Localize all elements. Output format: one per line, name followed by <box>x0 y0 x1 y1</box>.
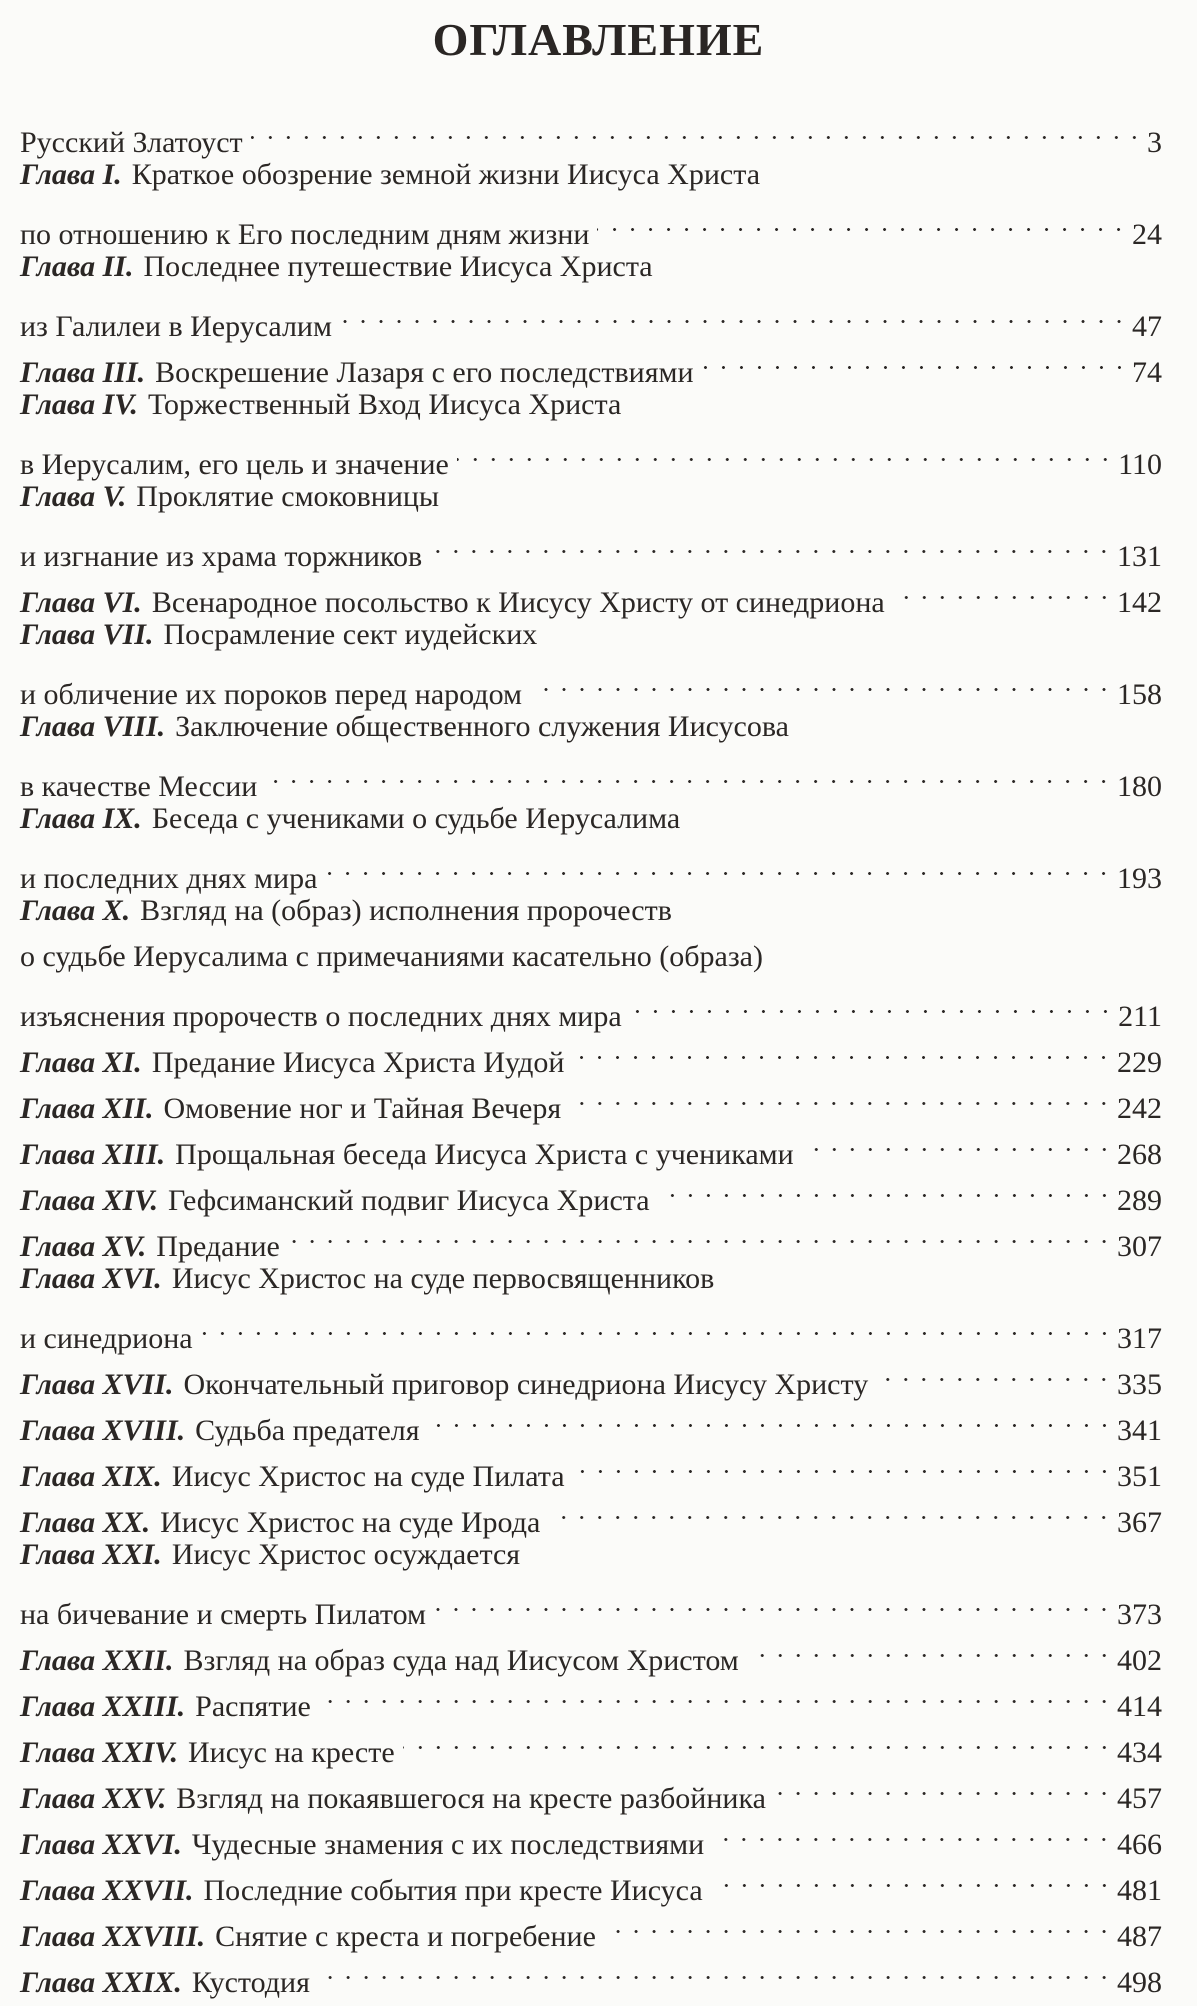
toc-entry[interactable] <box>20 244 1162 343</box>
toc-line <box>20 1256 1162 1302</box>
chapter-label: Глава XVIII. <box>20 1414 186 1447</box>
entry-title-text: Всенародное посольство к Иисусу Христу от синедриона <box>151 586 885 619</box>
dot-leader <box>251 106 1143 152</box>
chapter-label: Глава II. <box>20 250 134 283</box>
table-of-contents <box>20 106 1162 1999</box>
entry-title-text: изъяснения пророчеств о последних днях мира <box>20 1000 622 1033</box>
entry-title-text: Беседа с учениками о судьбе Иерусалима <box>151 802 681 835</box>
entry-title-text: Проклятие смоковницы <box>136 480 440 513</box>
chapter-label: Глава VI. <box>20 586 142 619</box>
chapter-label: Глава V. <box>20 480 127 513</box>
page-number: 268 <box>1117 1138 1162 1171</box>
dot-leader <box>530 658 1113 704</box>
page-number: 74 <box>1132 356 1162 389</box>
page-number: 341 <box>1117 1414 1162 1447</box>
dot-leader <box>265 750 1113 796</box>
page-number: 367 <box>1117 1506 1162 1539</box>
entry-title-text: Кустодия <box>191 1966 310 1999</box>
entry-title-text: Иисус Христос на суде первосвященников <box>171 1262 715 1295</box>
toc-line <box>20 106 1162 159</box>
dot-leader <box>572 1026 1113 1072</box>
dot-leader <box>201 1302 1113 1348</box>
chapter-label: Глава XXIX. <box>20 1966 182 1999</box>
toc-line <box>20 428 1162 481</box>
entry-title-text: Иисус на кресте <box>187 1736 395 1769</box>
toc-line <box>20 980 1162 1033</box>
dot-leader <box>434 1578 1113 1624</box>
chapter-label: Глава XVI. <box>20 1262 162 1295</box>
dot-leader <box>893 566 1113 612</box>
entry-title-text: Предание <box>156 1230 280 1263</box>
toc-entry[interactable] <box>20 1532 1162 1631</box>
dot-leader <box>802 1118 1113 1164</box>
toc-line <box>20 934 1162 980</box>
dot-leader <box>573 1440 1113 1486</box>
toc-line <box>20 1440 1162 1493</box>
page-number: 481 <box>1117 1874 1162 1907</box>
dot-leader <box>548 1486 1113 1532</box>
page-number: 487 <box>1117 1920 1162 1953</box>
toc-entry[interactable] <box>20 106 1162 159</box>
toc-entry[interactable] <box>20 474 1162 573</box>
toc-line <box>20 474 1162 520</box>
page-number: 317 <box>1117 1322 1162 1355</box>
entry-title-text: Чудесные знамения с их последствиями <box>191 1828 705 1861</box>
entry-title-text: Прощальная беседа Иисуса Христа с учениками <box>175 1138 794 1171</box>
chapter-label: Глава XXIV. <box>20 1736 178 1769</box>
chapter-label: Глава XXVI. <box>20 1828 182 1861</box>
entry-title-text: Воскрешение Лазаря с его последствиями <box>155 356 694 389</box>
dot-leader <box>428 1394 1113 1440</box>
page-number: 229 <box>1117 1046 1162 1079</box>
entry-title-text: и обличение их пороков перед народом <box>20 678 522 711</box>
page-number: 457 <box>1117 1782 1162 1815</box>
toc-line <box>20 152 1162 198</box>
toc-line <box>20 290 1162 343</box>
page-number: 402 <box>1117 1644 1162 1677</box>
toc-line <box>20 1532 1162 1578</box>
chapter-label: Глава IV. <box>20 388 138 421</box>
entry-title-text: из Галилеи в Иерусалим <box>20 310 332 343</box>
dot-leader <box>569 1072 1113 1118</box>
chapter-label: Глава VII. <box>20 618 154 651</box>
chapter-label: Глава XV. <box>20 1230 147 1263</box>
entry-title-text: Гефсиманский подвиг Иисуса Христа <box>167 1184 650 1217</box>
entry-title-text: в качестве Мессии <box>20 770 258 803</box>
chapter-label: Глава XXII. <box>20 1644 174 1677</box>
entry-title-text: Посрамление сект иудейских <box>163 618 538 651</box>
toc-line <box>20 888 1162 934</box>
dot-leader <box>711 1854 1113 1900</box>
page-number: 211 <box>1118 1000 1162 1033</box>
entry-title-text: Снятие с креста и погребение <box>215 1920 596 1953</box>
entry-title-text: Взгляд на (образ) исполнения пророчеств <box>140 894 672 927</box>
entry-title-text: Торжественный Вход Иисуса Христа <box>147 388 622 421</box>
entry-title-text: Взгляд на покаявшегося на кресте разбойника <box>176 1782 766 1815</box>
page-number: 414 <box>1117 1690 1162 1723</box>
page-number: 335 <box>1117 1368 1162 1401</box>
toc-line <box>20 1578 1162 1631</box>
page-number: 142 <box>1117 586 1162 619</box>
toc-line <box>20 750 1162 803</box>
toc-line <box>20 1302 1162 1355</box>
chapter-label: Глава XX. <box>20 1506 151 1539</box>
entry-title-text: Окончательный приговор синедриона Иисусу Христу <box>183 1368 869 1401</box>
toc-entry[interactable] <box>20 152 1162 251</box>
dot-leader <box>340 290 1128 336</box>
entry-title-text: Омовение ног и Тайная Вечеря <box>163 1092 562 1125</box>
chapter-label: Глава XXI. <box>20 1538 162 1571</box>
chapter-label: Глава XIV. <box>20 1184 158 1217</box>
chapter-label: Глава XIX. <box>20 1460 162 1493</box>
dot-leader <box>288 1210 1113 1256</box>
entry-title-text: Краткое обозрение земной жизни Иисуса Христа <box>131 158 761 191</box>
chapter-label: Глава III. <box>20 356 146 389</box>
toc-entry[interactable] <box>20 796 1162 895</box>
page-title: ОГЛАВЛЕНИЕ <box>432 14 765 65</box>
page-number: 307 <box>1117 1230 1162 1263</box>
toc-entry[interactable] <box>20 1716 1162 1769</box>
entry-title-text: Судьба предателя <box>195 1414 420 1447</box>
chapter-label: Глава XVII. <box>20 1368 174 1401</box>
page-number: 434 <box>1117 1736 1162 1769</box>
toc-line <box>20 842 1162 895</box>
chapter-label: Глава VIII. <box>20 710 166 743</box>
entry-title-text: и изгнание из храма торжников <box>20 540 423 573</box>
dot-leader <box>630 980 1114 1026</box>
page-number: 158 <box>1117 678 1162 711</box>
chapter-label: Глава XIII. <box>20 1138 166 1171</box>
toc-entry[interactable] <box>20 382 1162 481</box>
chapter-label: Глава XII. <box>20 1092 154 1125</box>
dot-leader <box>702 336 1128 382</box>
dot-leader <box>876 1348 1113 1394</box>
entry-title-text: и последних днях мира <box>20 862 318 895</box>
dot-leader <box>319 1670 1113 1716</box>
dot-leader <box>403 1716 1113 1762</box>
page-number: 131 <box>1117 540 1162 573</box>
toc-line <box>20 244 1162 290</box>
chapter-label: Глава IX. <box>20 802 142 835</box>
toc-entry[interactable] <box>20 888 1162 1033</box>
entry-title-text: в Иерусалим, его цель и значение <box>20 448 449 481</box>
page-number: 466 <box>1117 1828 1162 1861</box>
dot-leader <box>597 198 1128 244</box>
dot-leader <box>747 1624 1113 1670</box>
page-number: 351 <box>1117 1460 1162 1493</box>
entry-title-text: Заключение общественного служения Иисусова <box>175 710 789 743</box>
toc-entry[interactable] <box>20 704 1162 803</box>
entry-title-text: Иисус Христос на суде Ирода <box>160 1506 541 1539</box>
toc-line <box>20 198 1162 251</box>
toc-line <box>20 796 1162 842</box>
entry-title-text: Иисус Христос на суде Пилата <box>171 1460 565 1493</box>
dot-leader <box>457 428 1114 474</box>
page-number: 289 <box>1117 1184 1162 1217</box>
chapter-label: Глава XXVII. <box>20 1874 194 1907</box>
toc-line <box>20 658 1162 711</box>
entry-title-text: и синедриона <box>20 1322 193 1355</box>
chapter-label: Глава XI. <box>20 1046 142 1079</box>
page-number: 180 <box>1117 770 1162 803</box>
toc-line <box>20 704 1162 750</box>
dot-leader <box>604 1900 1113 1946</box>
dot-leader <box>658 1164 1113 1210</box>
entry-title-text: Русский Златоуст <box>20 126 243 159</box>
page-number: 193 <box>1117 862 1162 895</box>
entry-title-text: Взгляд на образ суда над Иисусом Христом <box>183 1644 739 1677</box>
chapter-label: Глава XXVIII. <box>20 1920 206 1953</box>
page-number: 24 <box>1132 218 1162 251</box>
entry-title-text: Иисус Христос осуждается <box>171 1538 521 1571</box>
entry-title-text: по отношению к Его последним дням жизни <box>20 218 590 251</box>
page-number: 110 <box>1118 448 1162 481</box>
chapter-label: Глава X. <box>20 894 131 927</box>
page-number: 373 <box>1117 1598 1162 1631</box>
chapter-label: Глава XXIII. <box>20 1690 186 1723</box>
entry-title-text: Последнее путешествие Иисуса Христа <box>143 250 653 283</box>
page-number: 47 <box>1132 310 1162 343</box>
chapter-label: Глава I. <box>20 158 122 191</box>
toc-line <box>20 1716 1162 1769</box>
chapter-label: Глава XXV. <box>20 1782 167 1815</box>
page-number: 242 <box>1117 1092 1162 1125</box>
entry-title-text: о судьбе Иерусалима с примечаниями касательно (образа) <box>20 940 763 973</box>
dot-leader <box>430 520 1113 566</box>
entry-title-text: Распятие <box>195 1690 311 1723</box>
toc-entry[interactable] <box>20 1440 1162 1493</box>
dot-leader <box>325 842 1113 888</box>
page-number: 498 <box>1117 1966 1162 1999</box>
entry-title-text: на бичевание и смерть Пилатом <box>20 1598 427 1631</box>
toc-line <box>20 520 1162 573</box>
entry-title-text: Последние события при кресте Иисуса <box>203 1874 703 1907</box>
dot-leader <box>318 1946 1113 1992</box>
toc-line <box>20 382 1162 428</box>
entry-title-text: Предание Иисуса Христа Иудой <box>151 1046 565 1079</box>
page-number: 3 <box>1147 126 1162 159</box>
toc-entry[interactable] <box>20 1256 1162 1355</box>
dot-leader <box>774 1762 1113 1808</box>
dot-leader <box>712 1808 1113 1854</box>
